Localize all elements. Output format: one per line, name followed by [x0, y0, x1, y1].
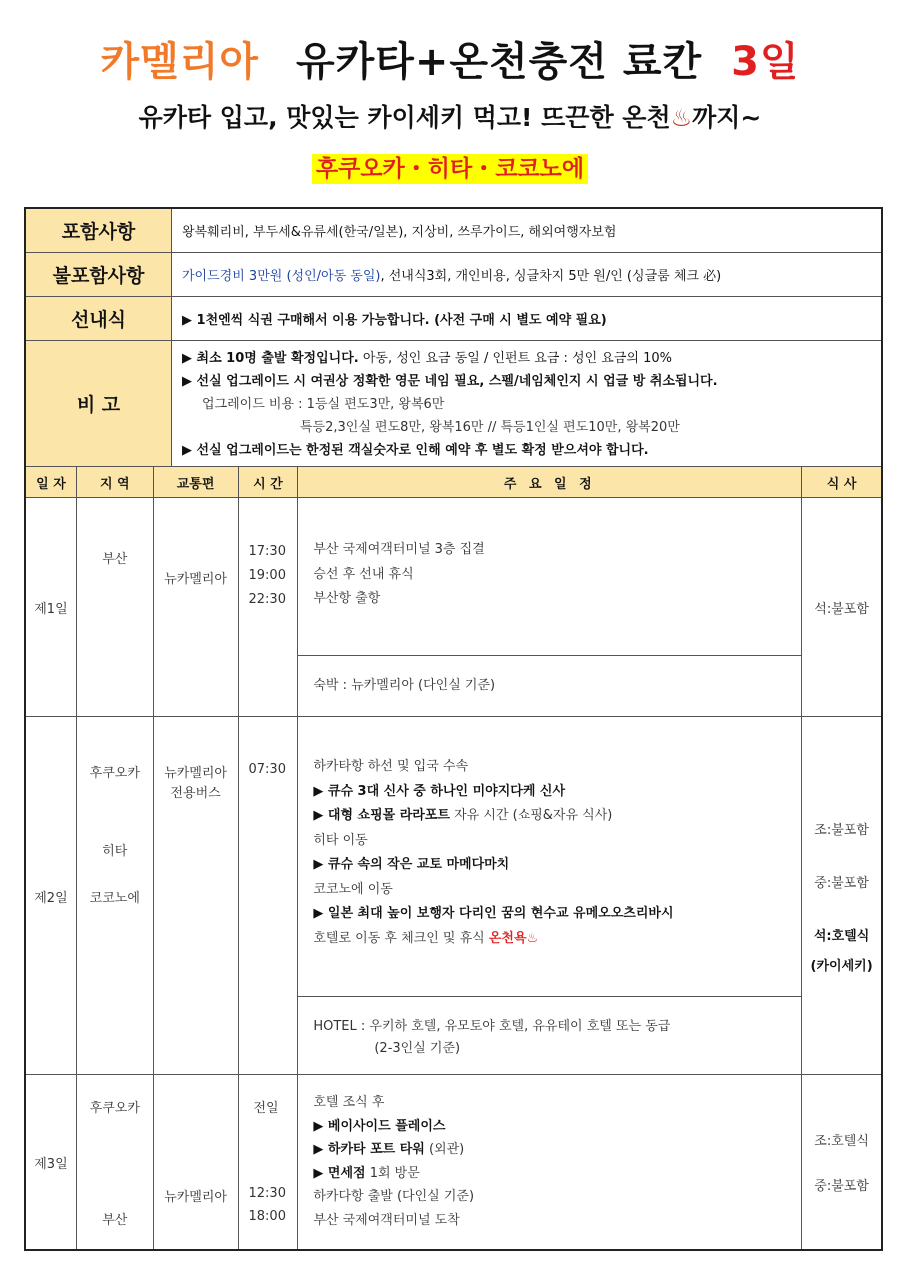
- itinerary-table: [24, 207, 883, 1251]
- subtitle-text: 유카타 입고, 맛있는 카이세키 먹고! 뜨끈한 온천: [138, 103, 671, 132]
- day-cell: [26, 717, 77, 1074]
- transport-cell: [154, 498, 239, 716]
- header-time: 시 간: [239, 467, 299, 497]
- day-label: 제1일: [34, 602, 68, 617]
- meal-label: 석:호텔식: [813, 929, 870, 944]
- schedule-line: 부산항 출항: [313, 591, 381, 606]
- meal-label: 중:불포함: [814, 876, 869, 891]
- notes-line3: 업그레이드 비용 : 1등실 편도3만, 왕복6만: [202, 397, 445, 412]
- area-label: 히타: [102, 844, 128, 859]
- time-item: 22:30: [248, 592, 286, 607]
- tour-duration: 3일: [731, 39, 800, 85]
- schedule-cell: [298, 498, 802, 716]
- schedule-line: 호텔로 이동 후 체크인 및 휴식 온천욕♨: [313, 930, 539, 946]
- meal-cell: [802, 1075, 881, 1249]
- schedule-line: ▶ 큐슈 3대 신사 중 하나인 미야지다케 신사: [313, 783, 566, 799]
- area-label: 후쿠오카: [89, 766, 140, 781]
- notes-line2: ▶ 선실 업그레이드 시 여권상 정확한 영문 네임 필요, 스펠/네임체인지 시 업글 방 취소됩니다.: [182, 374, 718, 389]
- meal-cell: [802, 717, 881, 1074]
- header-schedule: 주 요 일 정: [298, 467, 802, 497]
- tour-name: 유카타+온천충전 료칸: [295, 39, 703, 85]
- guide-fee: 가이드경비 3만원 (성인/아동 동일): [182, 269, 381, 284]
- time-item: 12:30: [248, 1186, 286, 1201]
- schedule-line: ▶ 대형 쇼핑몰 라라포트 자유 시간 (쇼핑&자유 식사): [313, 808, 613, 823]
- schedule-line: 부산 국제여객터미널 도착: [313, 1212, 460, 1228]
- time-item: 18:00: [248, 1209, 286, 1224]
- region-banner: [0, 150, 900, 183]
- meal-label: (카이세키): [810, 959, 873, 974]
- day-label: 제2일: [34, 891, 68, 906]
- area-label: 부산: [102, 552, 128, 567]
- header-day: 일 자: [26, 467, 77, 497]
- included-row: [26, 209, 881, 253]
- subtitle-tail: 까지~: [692, 103, 762, 132]
- day-row-1: [26, 498, 881, 717]
- time-item: 17:30: [248, 544, 286, 559]
- ship-meal-text: ▶ 1천엔씩 식권 구매해서 이용 가능합니다. (사전 구매 시 별도 예약 필요): [182, 313, 607, 328]
- schedule-line: 호텔 조식 후: [313, 1095, 385, 1110]
- header-meal: 식 사: [826, 476, 857, 492]
- transport-label: 뉴카멜리아: [164, 572, 227, 587]
- transport-label: 전용버스: [170, 786, 221, 801]
- day-row-3: [26, 1075, 881, 1249]
- time-item: 전일: [253, 1101, 279, 1116]
- schedule-line: ▶ 베이사이드 플레이스: [313, 1118, 446, 1134]
- notes-line1-bold: ▶ 최소 10명 출발 확정입니다.: [182, 351, 359, 366]
- region-text: 후쿠오카・히타・코코노에: [312, 154, 588, 184]
- excluded-rest: , 선내식3회, 개인비용, 싱글차지 5만 원/인 (싱글룸 체크 必): [380, 269, 722, 284]
- hotel-capacity: (2-3인실 기준): [374, 1041, 461, 1056]
- schedule-main: [298, 717, 801, 997]
- time-cell: [239, 498, 299, 716]
- transport-cell: [154, 717, 239, 1074]
- day-label: 제3일: [34, 1157, 68, 1172]
- onsen-icon: ♨: [526, 930, 539, 946]
- transport-label: 뉴카멜리아: [164, 1190, 227, 1205]
- notes-text: [172, 341, 881, 466]
- time-item: 07:30: [248, 762, 286, 777]
- schedule-line: 하카타항 하선 및 입국 수속: [313, 759, 469, 774]
- time-cell: [239, 1075, 299, 1249]
- header-area: 지 역: [77, 467, 154, 497]
- header-transport: 교통편: [154, 467, 239, 497]
- subtitle: [0, 98, 900, 134]
- excluded-text: [172, 253, 881, 296]
- notes-line5: ▶ 선실 업그레이드는 한정된 객실숫자로 인해 예약 후 별도 확정 받으셔야 합니다.: [182, 443, 649, 458]
- stay-info: 숙박 : 뉴카멜리아 (다인실 기준): [313, 678, 496, 693]
- schedule-line: ▶ 일본 최대 높이 보행자 다리인 꿈의 현수교 유메오오츠리바시: [313, 906, 674, 921]
- onsen-icon: ♨: [670, 104, 693, 132]
- meal-label: 조:불포함: [814, 823, 869, 838]
- ship-meal-row: [26, 297, 881, 341]
- meal-label: 조:호텔식: [814, 1134, 869, 1149]
- schedule-cell: [298, 717, 802, 1074]
- schedule-line: ▶ 하카타 포트 타워 (외관): [313, 1142, 465, 1157]
- area-cell: [77, 1075, 154, 1249]
- meal-label: 석:불포함: [814, 602, 869, 617]
- area-label: 후쿠오카: [89, 1101, 140, 1116]
- area-cell: [77, 498, 154, 716]
- transport-cell: [154, 1075, 239, 1249]
- schedule-line: 코코노에 이동: [313, 881, 393, 897]
- notes-label: 비 고: [26, 341, 172, 466]
- day-row-2: [26, 717, 881, 1075]
- time-item: 19:00: [248, 568, 286, 583]
- schedule-line: 하카다항 출발 (다인실 기준): [313, 1189, 475, 1204]
- excluded-label: 불포함사항: [26, 253, 172, 296]
- schedule-line: ▶ 큐슈 속의 작은 교토 마메다마치: [313, 857, 510, 872]
- schedule-line: ▶ 면세점 1회 방문: [313, 1165, 420, 1181]
- included-text: 왕복훼리비, 부두세&유류세(한국/일본), 지상비, 쓰루가이드, 해외여행자보험: [182, 225, 617, 240]
- notes-line4: 특등2,3인실 편도8만, 왕복16만 // 특등1인실 편도10만, 왕복20만: [300, 420, 680, 435]
- notes-row: [26, 341, 881, 467]
- area-label: 부산: [102, 1213, 128, 1228]
- area-cell: [77, 717, 154, 1074]
- page-title: [0, 30, 900, 87]
- time-cell: [239, 717, 299, 1074]
- day-cell: [26, 1075, 77, 1249]
- schedule-line: 부산 국제여객터미널 3층 집결: [313, 542, 485, 557]
- brand-name: 카멜리아: [100, 39, 259, 85]
- schedule-line: 승선 후 선내 휴식: [313, 566, 414, 582]
- transport-label: 뉴카멜리아: [164, 766, 227, 781]
- schedule-cell: [298, 1075, 802, 1249]
- schedule-line: 히타 이동: [313, 832, 368, 848]
- meal-label: 중:불포함: [814, 1179, 869, 1194]
- area-label: 코코노에: [89, 891, 140, 906]
- meal-cell: [802, 498, 881, 716]
- ship-meal-label: 선내식: [26, 297, 172, 340]
- hotel-info: HOTEL : 우키하 호텔, 유모토야 호텔, 유유테이 호텔 또는 동급: [313, 1019, 671, 1034]
- excluded-row: [26, 253, 881, 297]
- included-label: 포함사항: [26, 209, 172, 252]
- day-cell: [26, 498, 77, 716]
- notes-line1-rest: 아동, 성인 요금 동일 / 인펀트 요금 : 성인 요금의 10%: [358, 351, 673, 366]
- schedule-header: [26, 467, 881, 498]
- schedule-main: [298, 498, 801, 656]
